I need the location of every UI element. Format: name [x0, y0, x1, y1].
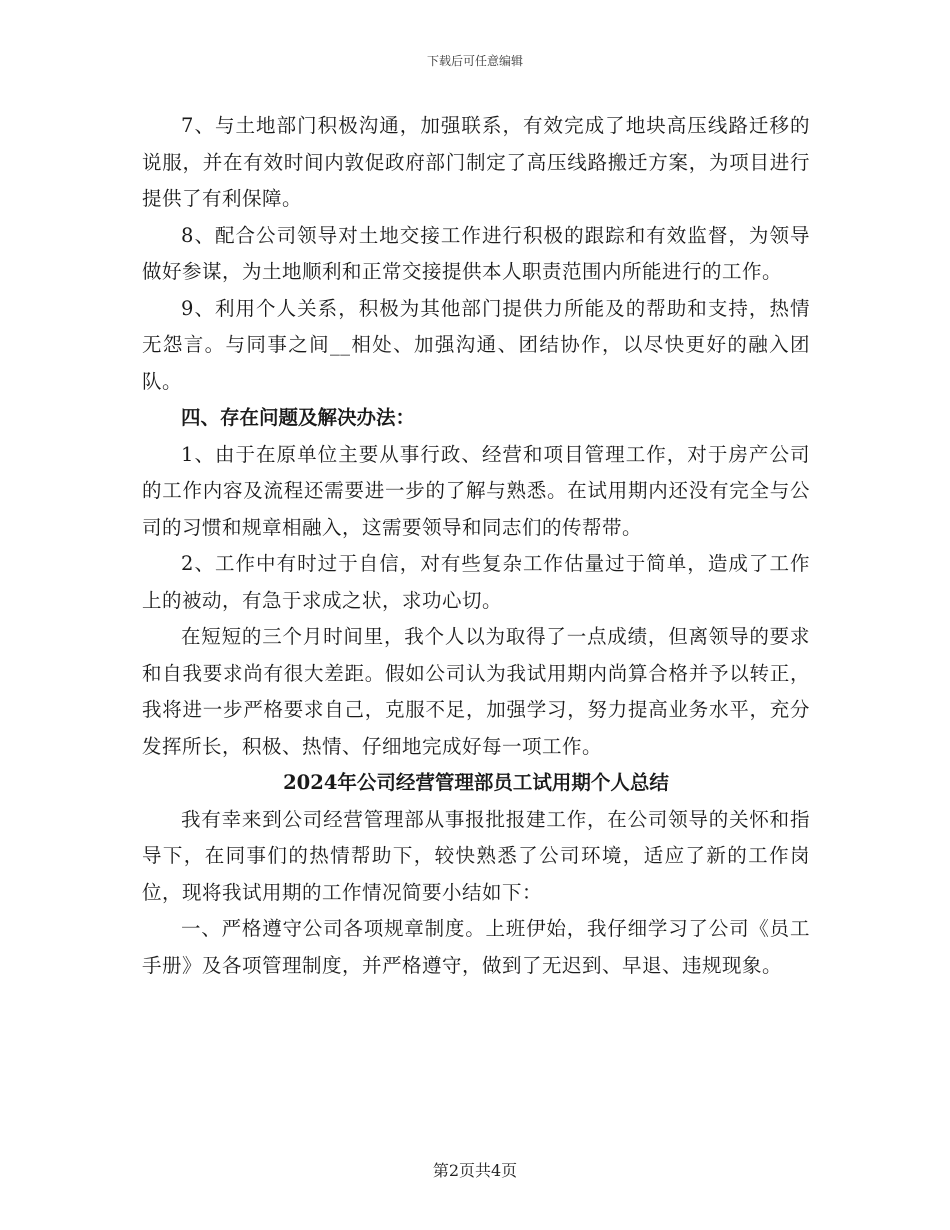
section-heading-problems: 四、存在问题及解决办法：: [181, 406, 416, 429]
page-footer: 第2页共4页: [432, 1161, 518, 1180]
paragraph-problem-2: 2、工作中有时过于自信，对有些复杂工作估量过于简单，造成了工作上的被动，有急于求成之状，求功心切。: [142, 552, 810, 612]
paragraph-rules: 一、严格遵守公司各项规章制度。上班伊始，我仔细学习了公司《员工手册》及各项管理制度，并严格遵守，做到了无迟到、早退、违规现象。: [142, 917, 810, 977]
paragraph-item-7: 7、与土地部门积极沟通，加强联系，有效完成了地块高压线路迁移的说服，并在有效时间内敦促政府部门制定了高压线路搬迁方案，为项目进行提供了有利保障。: [142, 114, 810, 210]
paragraph-problem-1: 1、由于在原单位主要从事行政、经营和项目管理工作，对于房产公司的工作内容及流程还需要进一步的了解与熟悉。在试用期内还没有完全与公司的习惯和规章相融入，这需要领导和同志们的传帮带。: [142, 442, 810, 539]
document-body: [142, 108, 810, 984]
paragraph-intro: 我有幸来到公司经营管理部从事报批报建工作，在公司领导的关怀和指导下，在同事们的热情帮助下，较快熟悉了公司环境，适应了新的工作岗位，现将我试用期的工作情况简要小结如下：: [142, 807, 810, 904]
page-header: 下载后可任意编辑: [426, 54, 523, 68]
paragraph-item-9: 9、利用个人关系，积极为其他部门提供力所能及的帮助和支持，热情无怨言。与同事之间__相处、加强沟通、团结协作，以尽快更好的融入团队。: [142, 296, 810, 393]
paragraph-conclusion: 在短短的三个月时间里，我个人以为取得了一点成绩，但离领导的要求和自我要求尚有很大差距。假如公司认为我试用期内尚算合格并予以转正，我将进一步严格要求自己，克服不足，加强学习，努力提高业务水平，充分发挥所长，积极、热情、仔细地完成好每一项工作。: [142, 625, 810, 758]
document-title: 2024年公司经营管理部员工试用期个人总结: [283, 771, 669, 794]
paragraph-item-8: 8、配合公司领导对土地交接工作进行积极的跟踪和有效监督，为领导做好参谋，为土地顺利和正常交接提供本人职责范围内所能进行的工作。: [142, 223, 810, 283]
